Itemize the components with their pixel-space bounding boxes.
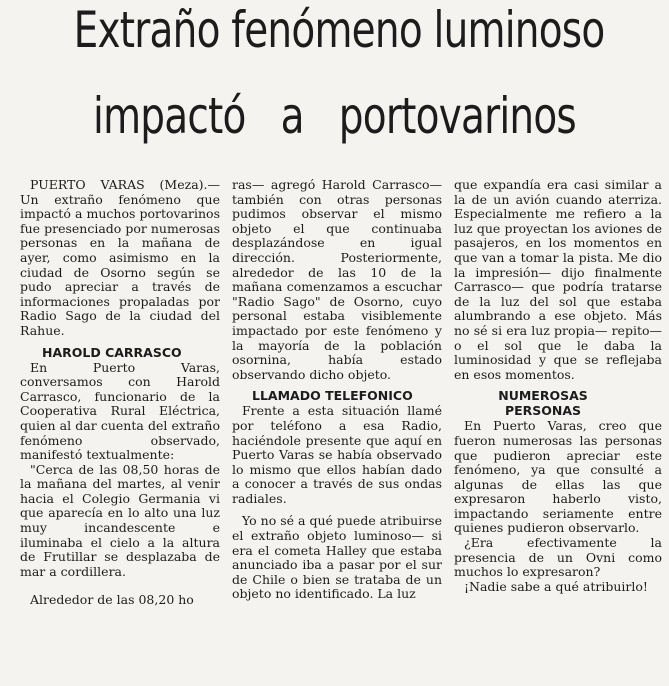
article-column-3 — [454, 178, 662, 683]
headline-line-1: Extraño fenómeno luminoso — [73, 1, 605, 59]
article-column-1 — [20, 178, 220, 683]
paragraph: ¡Nadie sabe a qué atribuirlo! — [464, 578, 648, 594]
paragraph: ras— agregó Harold Carrasco— también con otras personas pudimos observar el mismo objeto el que continuaba desplazándose en igual dirección. Posteriormente, alrededor de las 10 de la mañana comenzamos a escuchar "Radio Sago" de Osorno, cuyo personal estaba visiblemente impactado por este fenómeno y la mayoría de la población osornina, había estado observando dicho objeto. — [232, 178, 442, 382]
paragraph-dateline: PUERTO VARAS (Meza).— Un extraño fenómeno que impactó a muchos portovarinos fue presenciado por numerosas personas en la mañana de ayer, como asimismo en la ciudad de Osorno según se pudo apreciar a través de informaciones propaladas por Radio Sago de la ciudad del Rahue. — [20, 178, 220, 338]
headline-line-2: impactó a portovarinos — [93, 87, 576, 145]
paragraph: En Puerto Varas, creo que fueron numerosas las personas que pudieron apreciar este fenómeno, ya que consulté a algunas de ellas las que expresaron haberlo visto, impactando seriamente entre quienes pudieron observarlo. — [454, 418, 662, 536]
article-column-2 — [232, 178, 442, 683]
paragraph: Frente a esta situación llamé por teléfono a esa Radio, haciéndole presente que aquí en Puerto Varas se había observado lo mismo que ellos habían dado a conocer a través de sus ondas radiales. — [232, 403, 442, 506]
paragraph: En Puerto Varas, conversamos con Harold Carrasco, funcionario de la Cooperativa Rural Eléctrica, quien al dar cuenta del extraño fenómeno observado, manifestó textualmente: — [20, 359, 220, 463]
subheading-personas: PERSONAS — [504, 403, 582, 419]
paragraph: ¿Era efectivamente la presencia de un Ovni como muchos lo expresaron? — [454, 535, 662, 580]
paragraph-quote: "Cerca de las 08,50 horas de la mañana del martes, al venir hacia el Colegio Germania vi que aparecía en lo alto una luz muy incandescente e iluminaba el cielo a la altura de Frutillar se desplazaba de mar a cordillera. — [20, 461, 220, 579]
subheading-harold-carrasco: HAROLD CARRASCO — [42, 344, 182, 360]
subheading-llamado-telefonico: LLAMADO TELEFONICO — [252, 388, 413, 404]
paragraph: Alrededor de las 08,20 ho — [30, 592, 194, 608]
subheading-numerosas: NUMEROSAS — [498, 388, 588, 404]
paragraph: Yo no sé a qué puede atribuirse el extraño objeto luminoso— si era el cometa Halley que estaba anunciado iba a pasar por el sur de Chile o bien se trataba de un objeto no identificado. La luz — [232, 513, 442, 602]
paragraph: que expandía era casi similar a la de un avión cuando aterriza. Especialmente me refiero a la luz que proyectan los aviones de pasajeros, en los momentos en que van a tomar la pista. Me dio la impresión— dijo finalmente Carrasco— que podría tratarse de la luz del sol que estaba alumbrando a ese objeto. Más no sé si era luz propia— repito— o el sol que le daba la luminosidad y que se reflejaba en esos momentos. — [454, 178, 662, 382]
